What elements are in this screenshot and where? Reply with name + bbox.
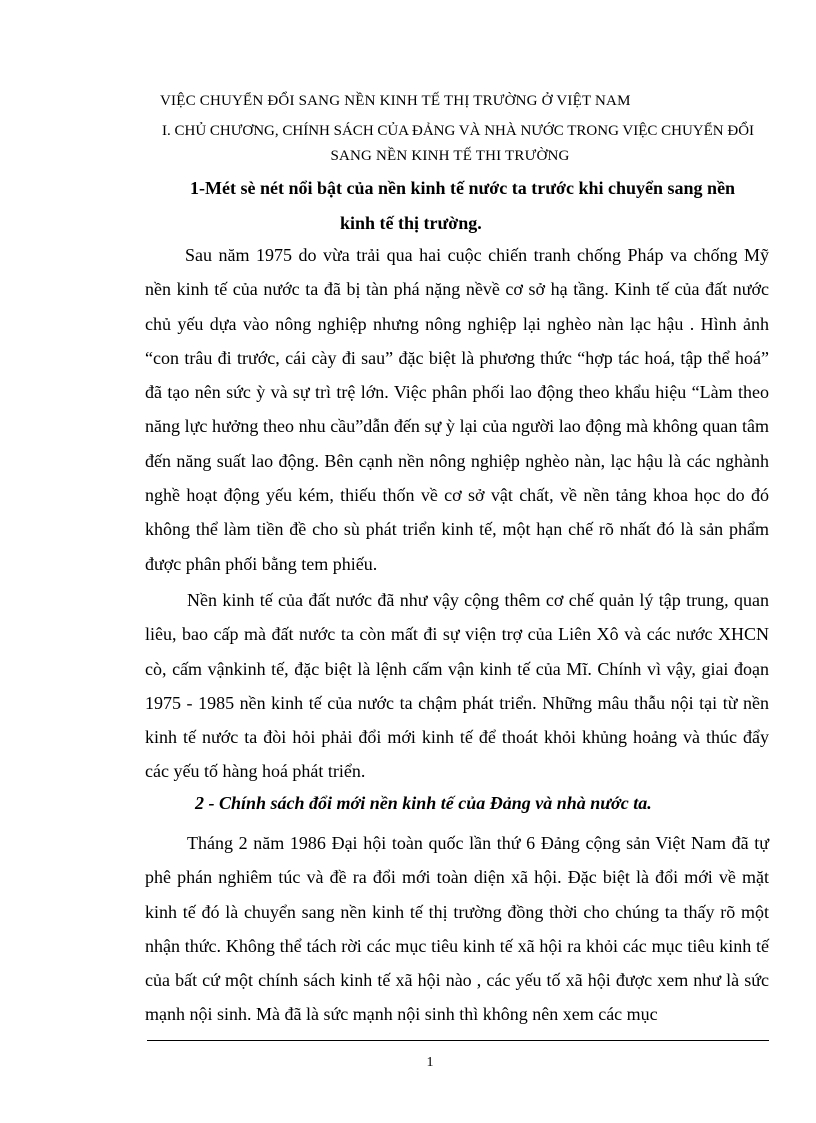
page-number: 1	[426, 1055, 434, 1070]
footer-divider	[147, 1040, 769, 1041]
section-2-heading: 2 - Chính sách đổi mới nền kinh tế của Đảng và nhà nước ta.	[195, 793, 652, 813]
document-title-line-1: VIỆC CHUYỂN ĐỔI SANG NỀN KINH TẾ THỊ TRƯỜNG Ở VIỆT NAM	[160, 93, 631, 109]
section-1-paragraph-2: Nền kinh tế của đất nước đã như vậy cộng thêm cơ chế quản lý tập trung, quan liêu, bao cấp mà đất nước ta còn mất đi sự viện trợ của Liên Xô và các nước XHCN cò, cấm vậnkinh tế, đặc biệt là lệnh cấm vận kinh tế của Mĩ. Chính vì vậy, giai đoạn 1975 - 1985 nền kinh tế của nước ta chậm phát triển. Những mâu thẫu nội tại từ nền kinh tế nước ta đòi hỏi phải đổi mới kinh tế để thoát khỏi khủng hoảng và thúc đẩy các yếu tố hàng hoá phát triển.	[145, 590, 769, 782]
document-title-line-2: I. CHỦ CHƯƠNG, CHÍNH SÁCH CỦA ĐẢNG VÀ NHÀ NƯỚC TRONG VIỆC CHUYỂN ĐỔI	[162, 123, 755, 139]
document-title-line-3: SANG NỀN KINH TẾ THI TRƯỜNG	[330, 148, 570, 164]
section-2-paragraph-1: Tháng 2 năm 1986 Đại hội toàn quốc lần thứ 6 Đảng cộng sản Việt Nam đã tự phê phán nghiêm túc và đề ra đổi mới toàn diện xã hội. Đặc biệt là đổi mới về mặt kinh tế đó là chuyển sang nền kinh tế thị trường đồng thời cho chúng ta thấy rõ một nhận thức. Không thể tách rời các mục tiêu kinh tế xã hội ra khỏi các mục tiêu kinh tế của bất cứ một chính sách kinh tế xã hội nào , các yếu tố xã hội được xem như là sức mạnh nội sinh. Mà đã là sức mạnh nội sinh thì không nên xem các mục	[145, 833, 769, 1025]
section-1-heading-line-1: 1-Mét sè nét nổi bật của nền kinh tế nước ta trước khi chuyển sang nền	[190, 178, 736, 198]
section-1-paragraph-1: Sau năm 1975 do vừa trải qua hai cuộc chiến tranh chống Pháp va chống Mỹ nền kinh tế của nước ta đã bị tàn phá nặng nềvề cơ sở hạ tầng. Kinh tế của đất nước chủ yếu dựa vào nông nghiệp nhưng nông nghiệp lại nghèo nàn lạc hậu . Hình ảnh “con trâu đi trước, cái cày đi sau” đặc biệt là phương thức “hợp tác hoá, tập thể hoá” đã tạo nên sức ỳ và sự trì trệ lớn. Việc phân phối lao động theo khẩu hiệu “Làm theo năng lực hưởng theo nhu cầu”dẫn đến sự ỳ lại của người lao động mà không quan tâm đến năng suất lao động. Bên cạnh nền nông nghiệp nghèo nàn, lạc hậu là các nghành nghề hoạt động yếu kém, thiếu thốn về cơ sở vật chất, về nền tảng khoa học do đó không thể làm tiền đề cho sù phát triển kinh tế, một hạn chế rõ nhất đó là sản phẩm được phân phối bằng tem phiếu.	[145, 245, 769, 574]
section-1-heading-line-2: kinh tế thị trường.	[340, 213, 482, 233]
